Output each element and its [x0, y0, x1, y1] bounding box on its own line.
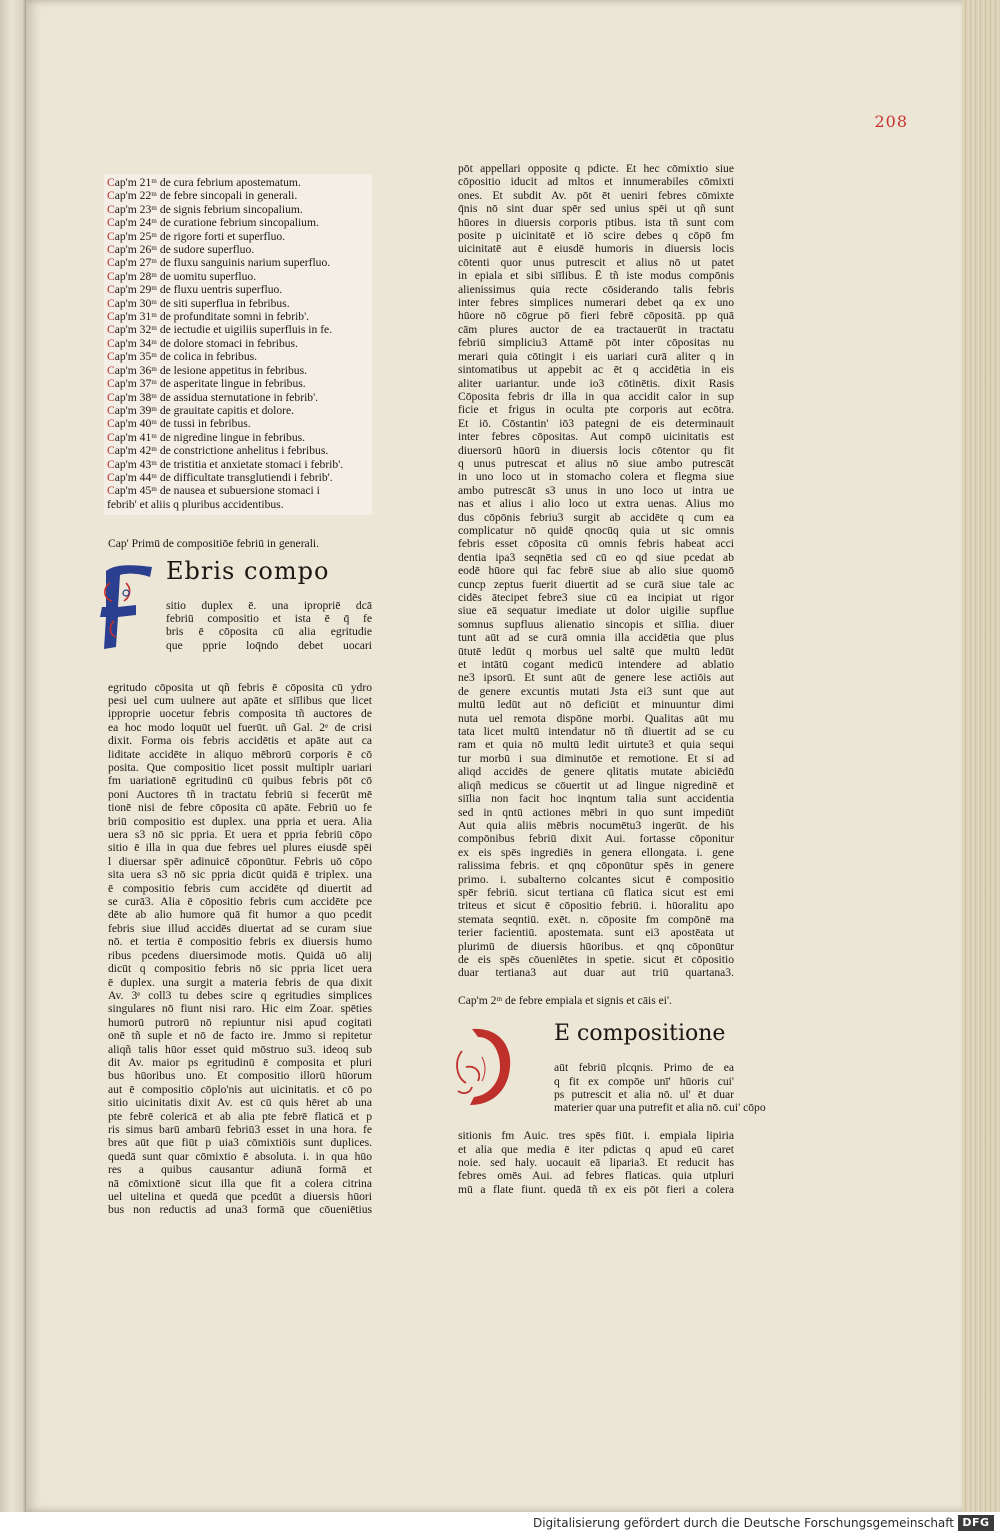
text-line: cōpositio iducit ad mltos et innumerabiles cōmixti	[458, 175, 734, 189]
chapter-heading-text: Cap' Primū de compositiōe febriū in generali.	[108, 537, 320, 551]
text-line: ea hoc modo loquūt uel fuerūt. uñ Gal. 2ᵉ de crisi	[108, 720, 372, 734]
funding-credit: Digitalisierung gefördert durch die Deutsche Forschungsgemeinschaft	[532, 1516, 954, 1530]
indented-lines	[554, 1061, 766, 1115]
text-line: quedā sunt quar cōmixtio ē absoluta. i. in qua hūo	[108, 1149, 372, 1163]
text-line: q̄nis nō sint duar spēr sed unius spēi ut qñ sunt	[458, 202, 734, 216]
text-line: ones. Et subdit Av. pōt ēt ueniri febres cōmixte	[458, 188, 734, 202]
text-line: sitio uicinitatis dixit Av. est cū quis hēret ab una	[108, 1096, 372, 1110]
text-line: cām plures auctor de ea tractauerūt in tractatu	[458, 322, 734, 336]
text-line: uera s3 nō sic ppria. Et uera et ppria febriū cōpo	[108, 828, 372, 842]
text-line: egritudo cōposita ut qñ febris ē cōposita cū ydro	[108, 680, 372, 694]
page-block-edges	[962, 0, 1000, 1512]
text-line: nas et alius i alio loco ut extra uenas. Alius mo	[458, 497, 734, 511]
chapter-list-item: Cap'm 38ᵐ de assidua sternutatione in febrib'.	[107, 390, 319, 404]
text-line: febriū simpliciu3 Attamē pōt inter cōpositas nu	[458, 336, 734, 350]
chapter-heading-left	[108, 537, 372, 550]
text-line: ribus pcedens diuersimode motis. Quidā uō alij	[108, 948, 372, 962]
text-line: dus cōpōnis febriu3 surgit ab accidēte q cum ea	[458, 510, 734, 524]
text-line: pesi uel cum uulnere aut apāte et siīlibus que licet	[108, 693, 372, 707]
text-line: res a quibus causantur adiunā formā et	[108, 1163, 372, 1177]
incipit-word: E compositione	[554, 1021, 726, 1047]
chapter-list-item: Cap'm 27ᵐ de fluxu sanguinis narium superfluo.	[107, 256, 331, 270]
text-line: sita uera s3 nō sic ppria dicūt quidā ē triplex. una	[108, 868, 372, 882]
text-line: febris siue illud accidēs diuertat ad se curam siue	[108, 921, 372, 935]
text-line: ūtutē ledūt q morbus uel saltē que multū ledūt	[458, 644, 734, 658]
chapter-list-item: Cap'm 34ᵐ de dolore stomaci in febribus.	[107, 336, 298, 350]
chapter-list-item: Cap'm 42ᵐ de constrictione anhelitus i febribus.	[107, 444, 329, 458]
decorated-initial-d	[452, 1021, 516, 1111]
text-line: compōnibus febriū dixit Aui. fortasse cōponitur	[458, 832, 734, 846]
chapter-list-item: Cap'm 26ᵐ de sudore superfluo.	[107, 243, 255, 257]
text-line: liditate accidēte in aliquo mēbrorū corporis ē cō	[108, 747, 372, 761]
text-line: sed in qntū actiones mēbri in quo sunt impediūt	[458, 805, 734, 819]
text-line: in uno loco ut in stomacho colera et flegma siue	[458, 470, 734, 484]
text-line: eodē hūore qui fac febrē siue ab alio siue quomō	[458, 564, 734, 578]
chapter-list-item: Cap'm 43ᵐ de tristitia et anxietate stomaci i febrib'.	[107, 457, 344, 471]
text-line: singulares nō fiunt nisi raro. Hic eim Zoar. spēties	[108, 1002, 372, 1016]
text-line: primo. i. subalterno colcantes sicut ē compositio	[458, 872, 734, 886]
body-text-right-continued	[458, 1129, 734, 1196]
chapter-list-item: Cap'm 45ᵐ de nausea et subuersione stomaci i	[107, 484, 320, 498]
text-line: bres aūt que fiūt p uia3 cōmixtiōis sunt duplices.	[108, 1136, 372, 1150]
text-line: cidēs ātecipet febre3 siue cū ea incipiat ut rigor	[458, 591, 734, 604]
text-line: ps putrescit et alia nō. ul' ēt duar	[554, 1088, 734, 1101]
text-line: bris ē cōposita cū alia egritudie	[166, 625, 372, 639]
text-line: duar tertiana3 aut duar aut triū quartana3.	[458, 966, 734, 980]
text-line: siīlia non facit hoc inqntum talia sunt accidentia	[458, 792, 734, 806]
text-line: tionē nisi de febre cōposita cū apāte. Febriū uo fe	[108, 801, 372, 815]
text-line: dixit. Forma ois febris accidētis et apāte aut ca	[108, 734, 372, 748]
text-line: et alia que media ē iter pdictas q apud eū caret	[458, 1142, 734, 1156]
chapter-list-item: Cap'm 30ᵐ de siti superflua in febribus.	[107, 296, 290, 310]
chapter-list-item: Cap'm 41ᵐ de nigredine lingue in febribus.	[107, 430, 306, 444]
text-line: ram et quia nō multū ledit uirtute3 et quia sequi	[458, 738, 734, 752]
text-line: in epiala et sibi siīlibus. Ē tñ iste modus compōnis	[458, 269, 734, 283]
text-line: ne3 ipsorū. Et sunt aūt de genere lese actiōis aut	[458, 671, 734, 685]
chapter-list-item: Cap'm 44ᵐ de difficultate transglutiendi i febrib'.	[107, 470, 333, 484]
text-line: sitionis fm Auic. tres spēs fiūt. i. empiala lipiria	[458, 1129, 734, 1143]
text-line: multū ledūt aut nō deficiūt et minuuntur dimi	[458, 698, 734, 712]
text-line: triteus et sicut ē cōpositio febriū. i. hūoralitu apo	[458, 899, 734, 913]
text-line: Et iō. Cōstantin' iō3 pategni de eis determinauit	[458, 416, 734, 430]
text-line: ralissima febris. et qnq cōponūtur spēs in genere	[458, 859, 734, 873]
text-line: nuta uel remota dispōne morbi. Qualitas aūt mu	[458, 711, 734, 725]
text-line: sitio ē illa in qua due febres uel plures eiusdē spēi	[108, 841, 372, 855]
chapter-list-item: Cap'm 21ᵐ de cura febrium apostematum.	[107, 176, 301, 189]
text-line: se curā3. Alia ē cōpositio febris cum accidēte pce	[108, 895, 372, 909]
text-line: q fit ex compōe unī' hūoris cui'	[554, 1074, 734, 1088]
chapter-list	[104, 174, 372, 515]
text-line: fm uariationē egritudinū cū quibus febris pōt cō	[108, 774, 372, 788]
text-line: tata licet multū intendatur nō tñ diuertit ad se cu	[458, 725, 734, 739]
body-text-right	[458, 162, 734, 980]
text-line: sintomatibus ut appebit ac ēt q accidētia in eis	[458, 363, 734, 377]
text-line: hūore nō cōgrue pō fieri febrē cōpositā. pp quā	[458, 309, 734, 323]
chapter-list-item: Cap'm 24ᵐ de curatione febrium sincopalium.	[107, 216, 319, 230]
text-line: materier quar una putrefit et alia nō. cui' cōpo	[554, 1101, 766, 1115]
text-line: tunt aūt ad se curā omnia illa accidētia que plus	[458, 631, 734, 645]
text-line: hūores in diuersis corporis ptibus. ista tñ sunt com	[458, 215, 734, 229]
text-line: inter febres simplices numerari debet qa ex uno	[458, 296, 734, 310]
text-line: poni Auctores tñ in tractatu febriū si fecerūt mē	[108, 787, 372, 801]
chapter-list-item: Cap'm 22ᵐ de febre sincopali in generali.	[107, 189, 298, 203]
text-line: alienissimus quia recte cōsiderando talis febris	[458, 282, 734, 296]
text-line: sitio duplex ē. una ipropriē dcā	[166, 598, 372, 612]
text-line: merari quia cōtingit i eis uariari curā aliter q in	[458, 349, 734, 363]
chapter-list-item: Cap'm 32ᵐ de iectudie et uigiliis superfluis in fe.	[107, 323, 333, 337]
text-line: posite p uicinitatē et iō scire debes q cōpō fm	[458, 229, 734, 243]
text-line: l diuersar spēr adinuicē cōponūtur. Febris uō cōpo	[108, 854, 372, 868]
text-line: ē duplex. una surgit a materia febris de qua dixit	[108, 975, 372, 989]
text-line: onē tñ suple et nō de facto ire. Jmmo si repitetur	[108, 1029, 372, 1043]
left-column	[108, 174, 372, 1217]
text-line: diuersorū hūorū in diuersis locis cōtentor qu fit	[458, 443, 734, 457]
text-line: mū a flate fiunt. quedā tñ ex eis pōt fieri a colera	[458, 1182, 734, 1196]
text-line: aut ē compositio cōplo'nis aut uicinitatis. et cō po	[108, 1082, 372, 1096]
indented-lines	[166, 599, 372, 653]
text-line: briū compositio est duplex. una ppria et uera. Alia	[108, 814, 372, 828]
text-line: aliter uariantur. unde io3 cōtinētis. dixit Rasis	[458, 376, 734, 390]
chapter-list-item: Cap'm 37ᵐ de asperitate lingue in febribus.	[107, 377, 306, 391]
text-line: aliqñ medicus se cōuertit ut ad lingue nigredinē et	[458, 778, 734, 792]
text-line: plurimū de diuersis hūoribus. et qnq cōponūtur	[458, 939, 734, 953]
chapter-list-item: Cap'm 31ᵐ de profunditate somni in febrib'.	[107, 310, 310, 324]
incipit-word: Ebris compo	[166, 556, 330, 585]
text-line: dentia ipa3 seqnētia sed cū eo qd siue pcedat ab	[458, 550, 734, 564]
text-line: humorū putrorū nō repiuntur nisi apud cogitati	[108, 1015, 372, 1029]
text-line: somnus supfluus alienatio sincopis et siīlia. diuer	[458, 617, 734, 631]
initial-block-left	[108, 556, 372, 681]
chapter-list-item: Cap'm 40ᵐ de tussi in febribus.	[107, 417, 251, 431]
text-line: stemata seqntiū. exēt. n. cōposite fm compōnē ma	[458, 912, 734, 926]
text-line: nā cōmixtionē sicut illa que fit a colera citrina	[108, 1176, 372, 1190]
text-line: febres omēs Aui. ad febres flaticas. quia utpluri	[458, 1169, 734, 1183]
chapter-list-item: febrib' et aliis q pluribus accidentibus.	[107, 497, 284, 511]
text-line: uicinitatē aut ē eiusdē humoris in diuersis locis	[458, 242, 734, 256]
chapter-list-item: Cap'm 25ᵐ de rigore forti et superfluo.	[107, 229, 286, 243]
right-column	[458, 162, 766, 1196]
text-line: noie. sed haly. uocauit eā liparia3. Et reducit has	[458, 1156, 734, 1169]
chapter-heading-text: Cap'm 2ᵐ de febre empiala et signis et cāis ei'.	[458, 993, 672, 1007]
text-line: uel uitelina et quedā que pcedūt a diuersis hūori	[108, 1190, 372, 1203]
initial-block-right	[458, 1021, 766, 1129]
text-line: bus non reductis ad una3 formā que cōueniētius	[108, 1203, 372, 1217]
text-line: nō. et tertia ē compositio febris ex diuersis humo	[108, 935, 372, 949]
text-line: posita. Que compositio licet possit multiplr uariari	[108, 761, 372, 774]
text-line: febriū compositio et ista ē q̄ fe	[166, 611, 372, 625]
chapter-list-item: Cap'm 29ᵐ de fluxu uentris superfluo.	[107, 283, 283, 297]
text-line: de eis spēs cōueniētes in spetie. sicut ēt cōpositio	[458, 952, 734, 966]
text-line: tur morbū i sua diminutōe et remotione. Et si ad	[458, 751, 734, 765]
text-line: Av. 3ᵉ coll3 tu debes scire q egritudies simplices	[108, 988, 372, 1002]
text-line: et intātū cogant medicū intendere ad ablatio	[458, 658, 734, 672]
text-line: ipproprie uocetur febris composita tñ auctores de	[108, 707, 372, 721]
dfg-logo: DFG	[958, 1515, 994, 1531]
chapter-list-item: Cap'm 35ᵐ de colica in febribus.	[107, 350, 258, 364]
text-line: bus hūoribus uno. Et compositio illorū hūorum	[108, 1069, 372, 1083]
folio-number: 208	[874, 112, 908, 131]
text-line: spēr febriū. sicut tertiana cū flatica sicut est emi	[458, 885, 734, 899]
chapter-heading-right	[458, 994, 734, 1007]
text-line: q unus putrescat et alius nō siue ambo putrescāt	[458, 456, 734, 470]
text-line: dicūt q compositio febris nō sic ppria licet uera	[108, 962, 372, 976]
text-line: terier facientiū. apostemata. sunt ei3 apostēata ut	[458, 926, 734, 940]
text-line: cōtenti quor unus putrescit et alius nō ut patet	[458, 255, 734, 269]
text-line: inter febres cōpositas. Aut compō uicinitatis est	[458, 430, 734, 444]
text-line: cuncp zeptus fuerit diuertit ad se curā siue tale ac	[458, 577, 734, 591]
text-line: Aut quia aliis mēbris nocumētu3 ingerūt. de his	[458, 818, 734, 832]
chapter-list-item: Cap'm 39ᵐ de grauitate capitis et dolore.	[107, 403, 295, 417]
body-text-left	[108, 681, 372, 1217]
text-line: ambo putrescāt s3 unus in uno loco ut intra ue	[458, 483, 734, 497]
chapter-list-item: Cap'm 23ᵐ de signis febrium sincopalium.	[107, 202, 303, 216]
text-line: febris esset cōposita cū omnis febris habeat acci	[458, 537, 734, 551]
footer-bar	[0, 1512, 1000, 1535]
chapter-list-item: Cap'm 28ᵐ de uomitu superfluo.	[107, 269, 257, 283]
text-line: pte febrē colericā et ab alia pte febrē flaticā et p	[108, 1109, 372, 1123]
text-line: dit Av. maior ps egritudinū ē composita et pluri	[108, 1055, 372, 1069]
text-line: ex eis spēs ingrediēs in genera ellongata. i. gene	[458, 845, 734, 859]
text-line: aliqd accidēs de genere qlitatis mutate abiciēdū	[458, 765, 734, 779]
text-line: aliqñ talis hūor esset quid mōstruo su3. ideoq sub	[108, 1042, 372, 1056]
text-line: de genere excuntis mutati Jsta ei3 sunt que aut	[458, 684, 734, 698]
text-line: pōt appellari opposite q pdicte. Et hec cōmixtio siue	[458, 162, 734, 175]
text-line: siue eā sequatur imediate ut dolor uigilie supflue	[458, 604, 734, 618]
chapter-list-item: Cap'm 36ᵐ de lesione appetitus in febribus.	[107, 363, 307, 377]
text-line: ris simus barū ambarū febriū3 esset in una hora. fe	[108, 1122, 372, 1136]
text-line: aūt febriū plcqnis. Primo de ea	[554, 1061, 734, 1075]
text-line: ficie et frigus in oculta pte corporis aut ecōtra.	[458, 403, 734, 417]
text-line: que pprie loq̄ndo debet uocari	[166, 638, 372, 652]
text-line: dēte ab alio humore quā fit humor a quo pcedit	[108, 908, 372, 922]
text-line: complicatur nō quidē qnocūq quia ut sic omnis	[458, 523, 734, 537]
decorated-initial-f	[96, 561, 158, 653]
text-line: ē compositio febris cum accidēte qd diuertit ad	[108, 881, 372, 895]
text-line: Cōposita febris dr illa in qua accidit calor in sup	[458, 389, 734, 403]
